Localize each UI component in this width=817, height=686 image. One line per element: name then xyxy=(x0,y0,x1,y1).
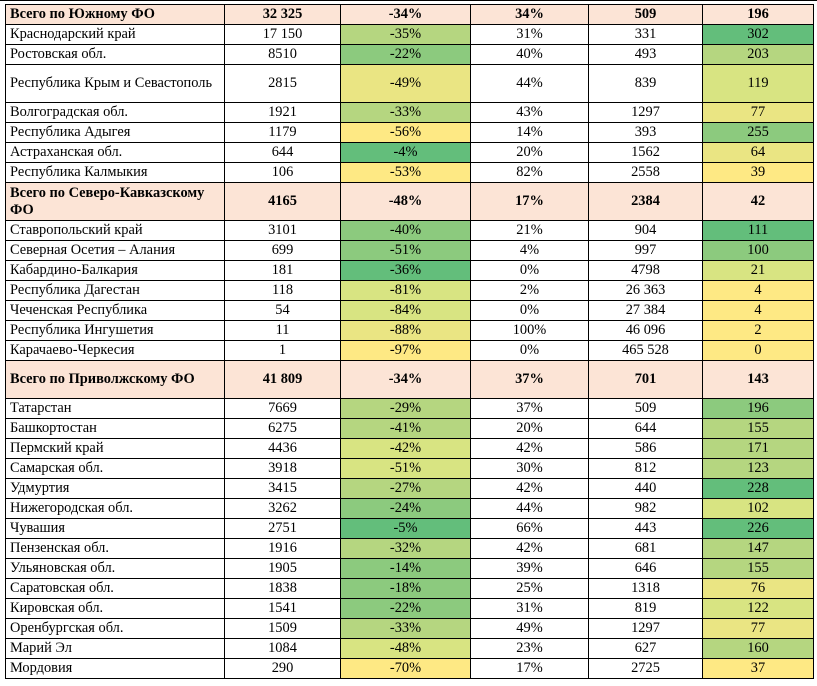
table-row xyxy=(6,459,814,479)
count-cell: 32 325 xyxy=(225,5,341,25)
change-cell: -53% xyxy=(341,163,471,183)
index-cell: 119 xyxy=(703,65,814,103)
count-cell: 1905 xyxy=(225,559,341,579)
region-name-cell: Пермский край xyxy=(6,439,225,459)
region-name-cell: Карачаево-Черкесия xyxy=(6,341,225,361)
share-cell: 34% xyxy=(471,5,589,25)
share-cell: 14% xyxy=(471,123,589,143)
share-cell: 21% xyxy=(471,221,589,241)
count-cell: 1179 xyxy=(225,123,341,143)
ratio-cell: 440 xyxy=(589,479,703,499)
index-cell: 76 xyxy=(703,579,814,599)
table-row xyxy=(6,599,814,619)
table-row xyxy=(6,221,814,241)
index-cell: 2 xyxy=(703,321,814,341)
index-cell: 160 xyxy=(703,639,814,659)
count-cell: 54 xyxy=(225,301,341,321)
count-cell: 181 xyxy=(225,261,341,281)
change-cell: -84% xyxy=(341,301,471,321)
change-cell: -22% xyxy=(341,45,471,65)
ratio-cell: 2384 xyxy=(589,183,703,221)
count-cell: 1916 xyxy=(225,539,341,559)
region-name-cell: Удмуртия xyxy=(6,479,225,499)
count-cell: 2751 xyxy=(225,519,341,539)
ratio-cell: 681 xyxy=(589,539,703,559)
region-name-cell: Всего по Северо-Кавказскому ФО xyxy=(6,183,225,221)
change-cell: -18% xyxy=(341,579,471,599)
ratio-cell: 982 xyxy=(589,499,703,519)
change-cell: -33% xyxy=(341,103,471,123)
table-row xyxy=(6,321,814,341)
table-row xyxy=(6,301,814,321)
count-cell: 8510 xyxy=(225,45,341,65)
region-name-cell: Кабардино-Балкария xyxy=(6,261,225,281)
count-cell: 699 xyxy=(225,241,341,261)
index-cell: 255 xyxy=(703,123,814,143)
ratio-cell: 46 096 xyxy=(589,321,703,341)
count-cell: 3101 xyxy=(225,221,341,241)
ratio-cell: 4798 xyxy=(589,261,703,281)
region-name-cell: Башкортостан xyxy=(6,419,225,439)
region-name-cell: Мордовия xyxy=(6,659,225,679)
ratio-cell: 509 xyxy=(589,399,703,419)
share-cell: 31% xyxy=(471,25,589,45)
region-name-cell: Республика Дагестан xyxy=(6,281,225,301)
ratio-cell: 27 384 xyxy=(589,301,703,321)
index-cell: 4 xyxy=(703,301,814,321)
share-cell: 42% xyxy=(471,479,589,499)
change-cell: -41% xyxy=(341,419,471,439)
index-cell: 302 xyxy=(703,25,814,45)
share-cell: 49% xyxy=(471,619,589,639)
ratio-cell: 331 xyxy=(589,25,703,45)
change-cell: -42% xyxy=(341,439,471,459)
share-cell: 30% xyxy=(471,459,589,479)
index-cell: 37 xyxy=(703,659,814,679)
ratio-cell: 1318 xyxy=(589,579,703,599)
count-cell: 1509 xyxy=(225,619,341,639)
share-cell: 20% xyxy=(471,143,589,163)
index-cell: 42 xyxy=(703,183,814,221)
index-cell: 155 xyxy=(703,419,814,439)
index-cell: 143 xyxy=(703,361,814,399)
change-cell: -34% xyxy=(341,361,471,399)
region-name-cell: Всего по Южному ФО xyxy=(6,5,225,25)
share-cell: 2% xyxy=(471,281,589,301)
table-row xyxy=(6,25,814,45)
change-cell: -14% xyxy=(341,559,471,579)
region-name-cell: Чеченская Республика xyxy=(6,301,225,321)
share-cell: 82% xyxy=(471,163,589,183)
table-row xyxy=(6,241,814,261)
count-cell: 290 xyxy=(225,659,341,679)
region-name-cell: Республика Ингушетия xyxy=(6,321,225,341)
region-name-cell: Всего по Приволжскому ФО xyxy=(6,361,225,399)
change-cell: -33% xyxy=(341,619,471,639)
change-cell: -22% xyxy=(341,599,471,619)
share-cell: 4% xyxy=(471,241,589,261)
table-row xyxy=(6,143,814,163)
count-cell: 1084 xyxy=(225,639,341,659)
count-cell: 1838 xyxy=(225,579,341,599)
share-cell: 37% xyxy=(471,399,589,419)
count-cell: 1 xyxy=(225,341,341,361)
count-cell: 106 xyxy=(225,163,341,183)
change-cell: -40% xyxy=(341,221,471,241)
region-name-cell: Марий Эл xyxy=(6,639,225,659)
ratio-cell: 1297 xyxy=(589,619,703,639)
change-cell: -24% xyxy=(341,499,471,519)
ratio-cell: 1562 xyxy=(589,143,703,163)
share-cell: 100% xyxy=(471,321,589,341)
change-cell: -32% xyxy=(341,539,471,559)
count-cell: 17 150 xyxy=(225,25,341,45)
index-cell: 228 xyxy=(703,479,814,499)
index-cell: 196 xyxy=(703,5,814,25)
ratio-cell: 627 xyxy=(589,639,703,659)
index-cell: 123 xyxy=(703,459,814,479)
ratio-cell: 2725 xyxy=(589,659,703,679)
count-cell: 2815 xyxy=(225,65,341,103)
share-cell: 44% xyxy=(471,65,589,103)
region-name-cell: Краснодарский край xyxy=(6,25,225,45)
table-row xyxy=(6,123,814,143)
region-name-cell: Северная Осетия – Алания xyxy=(6,241,225,261)
change-cell: -51% xyxy=(341,459,471,479)
index-cell: 196 xyxy=(703,399,814,419)
share-cell: 43% xyxy=(471,103,589,123)
count-cell: 1921 xyxy=(225,103,341,123)
region-name-cell: Волгоградская обл. xyxy=(6,103,225,123)
table-row xyxy=(6,399,814,419)
ratio-cell: 812 xyxy=(589,459,703,479)
table-row xyxy=(6,65,814,103)
change-cell: -29% xyxy=(341,399,471,419)
table-row xyxy=(6,519,814,539)
ratio-cell: 465 528 xyxy=(589,341,703,361)
region-name-cell: Чувашия xyxy=(6,519,225,539)
change-cell: -49% xyxy=(341,65,471,103)
region-name-cell: Татарстан xyxy=(6,399,225,419)
region-name-cell: Ульяновская обл. xyxy=(6,559,225,579)
index-cell: 203 xyxy=(703,45,814,65)
ratio-cell: 493 xyxy=(589,45,703,65)
share-cell: 25% xyxy=(471,579,589,599)
district-total-row xyxy=(6,183,814,221)
share-cell: 17% xyxy=(471,659,589,679)
count-cell: 4436 xyxy=(225,439,341,459)
index-cell: 147 xyxy=(703,539,814,559)
table-row xyxy=(6,439,814,459)
table-row xyxy=(6,103,814,123)
ratio-cell: 1297 xyxy=(589,103,703,123)
region-name-cell: Кировская обл. xyxy=(6,599,225,619)
table-row xyxy=(6,163,814,183)
change-cell: -34% xyxy=(341,5,471,25)
share-cell: 0% xyxy=(471,261,589,281)
table-body xyxy=(6,5,814,679)
change-cell: -5% xyxy=(341,519,471,539)
change-cell: -97% xyxy=(341,341,471,361)
table-row xyxy=(6,639,814,659)
change-cell: -51% xyxy=(341,241,471,261)
share-cell: 37% xyxy=(471,361,589,399)
count-cell: 644 xyxy=(225,143,341,163)
count-cell: 41 809 xyxy=(225,361,341,399)
ratio-cell: 819 xyxy=(589,599,703,619)
change-cell: -4% xyxy=(341,143,471,163)
change-cell: -48% xyxy=(341,183,471,221)
table-row xyxy=(6,659,814,679)
count-cell: 3918 xyxy=(225,459,341,479)
index-cell: 111 xyxy=(703,221,814,241)
index-cell: 155 xyxy=(703,559,814,579)
count-cell: 3262 xyxy=(225,499,341,519)
share-cell: 42% xyxy=(471,539,589,559)
table-row xyxy=(6,499,814,519)
index-cell: 77 xyxy=(703,619,814,639)
table-row xyxy=(6,559,814,579)
count-cell: 118 xyxy=(225,281,341,301)
ratio-cell: 26 363 xyxy=(589,281,703,301)
table-row xyxy=(6,341,814,361)
region-name-cell: Ростовская обл. xyxy=(6,45,225,65)
change-cell: -27% xyxy=(341,479,471,499)
change-cell: -48% xyxy=(341,639,471,659)
ratio-cell: 586 xyxy=(589,439,703,459)
share-cell: 66% xyxy=(471,519,589,539)
index-cell: 102 xyxy=(703,499,814,519)
region-name-cell: Ставропольский край xyxy=(6,221,225,241)
region-name-cell: Республика Адыгея xyxy=(6,123,225,143)
region-name-cell: Республика Крым и Севастополь xyxy=(6,65,225,103)
district-total-row xyxy=(6,361,814,399)
count-cell: 1541 xyxy=(225,599,341,619)
ratio-cell: 644 xyxy=(589,419,703,439)
share-cell: 44% xyxy=(471,499,589,519)
region-name-cell: Оренбургская обл. xyxy=(6,619,225,639)
ratio-cell: 443 xyxy=(589,519,703,539)
share-cell: 31% xyxy=(471,599,589,619)
share-cell: 40% xyxy=(471,45,589,65)
table-row xyxy=(6,419,814,439)
regional-data-table xyxy=(5,4,814,679)
region-name-cell: Астраханская обл. xyxy=(6,143,225,163)
table-row xyxy=(6,281,814,301)
ratio-cell: 997 xyxy=(589,241,703,261)
count-cell: 6275 xyxy=(225,419,341,439)
ratio-cell: 839 xyxy=(589,65,703,103)
table-row xyxy=(6,539,814,559)
region-name-cell: Пензенская обл. xyxy=(6,539,225,559)
change-cell: -81% xyxy=(341,281,471,301)
index-cell: 77 xyxy=(703,103,814,123)
table-row xyxy=(6,479,814,499)
table-row xyxy=(6,579,814,599)
count-cell: 11 xyxy=(225,321,341,341)
index-cell: 122 xyxy=(703,599,814,619)
ratio-cell: 2558 xyxy=(589,163,703,183)
count-cell: 7669 xyxy=(225,399,341,419)
index-cell: 21 xyxy=(703,261,814,281)
count-cell: 4165 xyxy=(225,183,341,221)
index-cell: 39 xyxy=(703,163,814,183)
share-cell: 39% xyxy=(471,559,589,579)
share-cell: 20% xyxy=(471,419,589,439)
index-cell: 64 xyxy=(703,143,814,163)
share-cell: 17% xyxy=(471,183,589,221)
region-name-cell: Республика Калмыкия xyxy=(6,163,225,183)
ratio-cell: 701 xyxy=(589,361,703,399)
ratio-cell: 393 xyxy=(589,123,703,143)
region-name-cell: Саратовская обл. xyxy=(6,579,225,599)
change-cell: -88% xyxy=(341,321,471,341)
share-cell: 0% xyxy=(471,301,589,321)
table-row xyxy=(6,261,814,281)
index-cell: 0 xyxy=(703,341,814,361)
change-cell: -56% xyxy=(341,123,471,143)
region-name-cell: Самарская обл. xyxy=(6,459,225,479)
change-cell: -35% xyxy=(341,25,471,45)
share-cell: 23% xyxy=(471,639,589,659)
index-cell: 100 xyxy=(703,241,814,261)
index-cell: 226 xyxy=(703,519,814,539)
share-cell: 42% xyxy=(471,439,589,459)
share-cell: 0% xyxy=(471,341,589,361)
count-cell: 3415 xyxy=(225,479,341,499)
district-total-row xyxy=(6,5,814,25)
ratio-cell: 904 xyxy=(589,221,703,241)
ratio-cell: 509 xyxy=(589,5,703,25)
table-row xyxy=(6,619,814,639)
index-cell: 171 xyxy=(703,439,814,459)
region-name-cell: Нижегородская обл. xyxy=(6,499,225,519)
change-cell: -36% xyxy=(341,261,471,281)
ratio-cell: 646 xyxy=(589,559,703,579)
table-row xyxy=(6,45,814,65)
change-cell: -70% xyxy=(341,659,471,679)
index-cell: 4 xyxy=(703,281,814,301)
